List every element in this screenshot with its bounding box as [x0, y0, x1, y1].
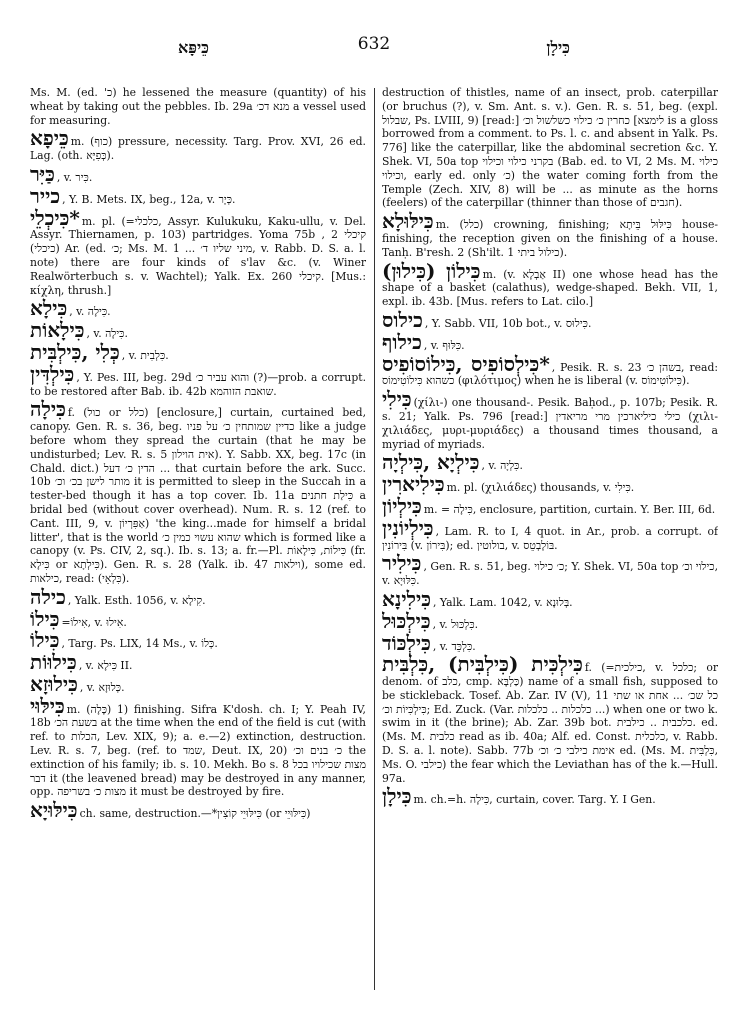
dictionary-entry [382, 551, 718, 588]
entry-definition: m. (כָּלָה) 1) finishing. Sifra K'dosh. ch. I; Y. Peah IV, 18b בשעת הכ׳ at the time when the end of the field is cut (with ref. to הכלות, Lev. XIX, 9); a. e.—2) extinction, destruction. Lev. R. s. 7, beg. (ref. to שמד, Deut. IX, 20) כ׳ בנים וכ׳ the extinction of his family; ib. s. 10. Mekh. Bo s. 8 מצות שכילויו בכל דבר it (the leavened bread) may be destroyed in any manner, opp. מצות כ׳ בשריפה it must be destroyed by fire. [30, 702, 366, 799]
entry-headword: כילוף [382, 329, 422, 354]
entry-definition: , Gen. R. s. 51, beg. כ׳ כילוי; Y. Shek. VI, 50a top כילוי וכ׳, v. כִּלּוּיָא. [382, 560, 718, 588]
entry-headword: כִּילוּוֹת [30, 650, 77, 675]
dictionary-entry [30, 628, 366, 653]
dictionary-entry [30, 397, 366, 585]
right-running-head: כִּילָן [546, 38, 570, 57]
dictionary-entry [382, 86, 718, 210]
left-running-head: כֵּיפָּא [178, 38, 209, 57]
column-rule [374, 88, 375, 990]
entry-headword: כִּילִיר [382, 551, 422, 576]
entry-headword: כִּילוֹן (כִּילוּן) [382, 258, 481, 283]
entry-definition: m. pl. (χιλιάδες) thousands, v. כִּילִי. [446, 481, 635, 495]
dictionary-entry [30, 650, 366, 675]
entry-headword: כַּיִּר [30, 161, 55, 186]
dictionary-entry [382, 784, 718, 809]
dictionary-entry [30, 798, 366, 823]
entry-headword: כִּילוֹ [30, 628, 60, 653]
entry-definition: ch. same, destruction.—*כִּילּוּיֵי קוֹצִין (or כִּילּוּיֵי) [79, 807, 311, 821]
entry-definition: , Targ. Ps. LIX, 14 Ms., v. כְּלוֹ. [61, 637, 218, 651]
entry-headword: כִּילְכִּית (כִּילְבִּית) ,כִּלְבִּית [382, 652, 583, 677]
dictionary-entry [30, 606, 366, 631]
entry-definition: destruction of thistles, name of an insect, prob. caterpillar (or bruchus (?), v. Sm. Ant. s. v.). Gen. R. s. 51, beg. (expl. שבלול, Ps. LVIII, 9) [read:] כחרין כ׳ כילוי כשלשול וכ׳ [לימצא is a gloss borrowed from a comment. to Ps. l. c. and absent in Yalk. Ps. 776] like the caterpillar, like the abdominal secretion &c. Y. Shek. VI, 50a top בקרני כילוי וכילוי (Bab. ed. to VI, 2 Ms. M. כילוי וכילוי, early ed. only כ׳) the water coming forth from the Temple (Zech. XIV, 8) will be ... as minute as the horns (feelers) of the caterpillar (thinner than those of חגבים). [382, 86, 718, 210]
entry-headword: כִּילוּזָא [30, 671, 78, 696]
dictionary-entry [382, 515, 718, 553]
entry-definition: , v. כִּלְכּוּל. [432, 617, 479, 631]
dictionary-page [30, 22, 718, 1002]
entry-headword: כִּילְיָא ,כִּילְיָה [382, 450, 480, 475]
entry-headword: כֵּיפָא [30, 126, 69, 151]
entry-definition: =אִילוֹ, v. אִילוּ. [61, 615, 127, 629]
dictionary-entry [382, 450, 718, 475]
dictionary-entry [30, 318, 366, 343]
dictionary-entry [30, 339, 366, 364]
entry-definition: , v. כִּלְבִית. [121, 348, 169, 362]
entry-definition: , Y. Pes. III, beg. 29d והוא עביר כ׳ (?)—prob. a corrupt. to be restored after Bab. ib. 42b שואבת הזוהמא. [30, 370, 366, 398]
entry-headword: כילוס [382, 307, 423, 332]
entry-definition: , Y. Sabb. VII, 10b bot., v. כִּילוּס. [424, 316, 592, 330]
dictionary-entry [382, 493, 718, 518]
entry-definition: , Y. B. Mets. IX, beg., 12a, v. כְּיָר. [62, 192, 236, 206]
page-number: 632 [357, 34, 391, 54]
dictionary-entry [382, 586, 718, 611]
dictionary-entry [30, 693, 366, 800]
entry-definition: , v. כִּלְכֵּד. [432, 639, 476, 653]
dictionary-entry [30, 671, 366, 696]
entry-headword: כִּילִינָא [382, 586, 431, 611]
entry-definition: , Lam. R. to I, 4 quot. in Ar., prob. a corrupt. of בִּירוֹנִין (v. בִּירוֹן); ed. בולוטין, v. בּוֹלָבְטֵס. [382, 524, 718, 552]
dictionary-entry [30, 361, 366, 399]
dictionary-entry [30, 296, 366, 321]
dictionary-entry [382, 630, 718, 655]
entry-definition: , Yalk. Esth. 1056, v. קִילָא. [67, 593, 206, 607]
dictionary-entry [382, 329, 718, 354]
entry-headword: כִּילוֹ [30, 606, 60, 631]
entry-headword: כִּילְכּוֹד [382, 630, 431, 655]
left-column [30, 86, 366, 998]
dictionary-entry [382, 209, 718, 259]
entry-definition: m. (v. אַבְלָא II) one whose head has the shape of a basket (calathus), wedge-shaped. Bekh. VII, 1, expl. ib. 43b. [Mus. refers to Lat. cilo.] [382, 267, 718, 309]
entry-definition: , Pesik. R. s. 23 בשהן כ׳, read: כשהוא כִּילוֹטִימוֹס (φιλότιμος) when he is liberal (v. כִּילוֹטִימוֹס). [382, 360, 718, 388]
entry-definition: m. pl. (=כלכלי, Assyr. Kulukuku, Kaku-ullu, v. Del. Assyr. Thiernamen, p. 103) partridges. Yoma 75b קיכלי 2 ,(כיכלי) Ar. (ed. כ׳; Ms. M. 1 ... מיני שליו ד׳, v. Rabb. D. S. a. l. note) there are four kinds of s'lav &c. (v. Winer Realwörterbuch s. v. Wachtel); Yalk. Ex. 260 קיכלי. [Mus.: κίχλη, thrush.] [30, 214, 366, 297]
dictionary-entry [30, 86, 366, 127]
entry-headword: כִּילְיוֹן [382, 493, 422, 518]
entry-definition: m. ch.=h. כִּילָה, curtain, cover. Targ. Y. I Gen. [413, 793, 656, 807]
entry-headword: כְּלִי ,כִּילְבִּית [30, 339, 120, 364]
entry-definition: m. (כוף) pressure, necessity. Targ. Prov. XVI, 26 ed. Lag. (oth. כְּפִיָּא). [30, 135, 366, 163]
dictionary-entry [382, 387, 718, 451]
dictionary-entry [382, 258, 718, 309]
page-header [30, 22, 718, 66]
entry-headword: כִּילְדִּין [30, 361, 75, 386]
entry-headword: *כִּילְסוֹפִיס ,כִּילוֹסוֹפִיס [382, 351, 550, 376]
entry-definition: , v. כִּילָה. [69, 305, 111, 319]
dictionary-entry [30, 161, 366, 186]
entry-definition: m. (כלל) crowning, finishing; כִּילּוּל בֵּיתָא house-finishing, the reception given on the finishing of a house. Tanḥ. B'resh. 2 (Sh'ilt. 1 כילול ביתי). [382, 218, 718, 259]
entry-headword: *כִּיכְלֵי [30, 205, 80, 230]
dictionary-entry [382, 472, 718, 497]
entry-headword: כִּילָה [30, 397, 66, 422]
entry-headword: כִּילָן [382, 784, 412, 809]
dictionary-entry [382, 307, 718, 332]
entry-headword: כִּילּוּיָא [30, 798, 78, 823]
entry-definition: Ms. M. (ed. 'כ) he lessened the measure (quantity) of his wheat by taking out the pebbles. Ib. 29a מנא דכ׳ a vessel used for measuring. [30, 86, 366, 127]
entry-definition: f. (=כילכית, v. כלכל; or denom. of כלב, cmp. כַּלְבָּא) name of a small fish, supposed to be stickleback. Tosef. Ab. Zar. IV (V), 11 כל שכ׳ ... אחת או שתי כִּילְכִּיוֹת וכ׳; Ed. Zuck. (Var. כלכלות .. כלכלות ...) when one or two k. swim in it (the brine); Ab. Zar. 39b bot. כלכבית .. כילבית. ed. (Ms. M. כלבית read as ib. 40a; Alf. ed. Const. כלכלית, v. Rabb. D. S. a. l. note). Sabb. 77b אימת כילבי כ׳ וכ׳ ed. (Ms. M. כִּלְבִּית, Ms. O. כילבי) the fear which the Leviathan has of the k.—Hull. 97a. [382, 661, 718, 785]
entry-headword: כִּילָא [30, 296, 68, 321]
dictionary-entry [30, 584, 366, 609]
entry-headword: כילה [30, 584, 66, 609]
dictionary-entry [382, 351, 718, 389]
entry-definition: , v. כִּלְיָה. [481, 459, 523, 473]
dictionary-entry [30, 183, 366, 208]
entry-definition: , Yalk. Lam. 1042, v. בְּלוּנָא. [432, 595, 573, 609]
entry-definition: , v. כִּלּוּף. [423, 338, 465, 352]
entry-definition: , v. כִּיר. [56, 170, 93, 184]
entry-headword: כִּילִי [382, 387, 412, 412]
entry-definition: , v. כְּלוּזָא. [79, 680, 125, 694]
entry-headword: כִּילְכּוּל [382, 608, 431, 633]
entry-headword: כִּילִיארִין [382, 472, 445, 497]
entry-definition: , v. כִּילָא II. [78, 659, 133, 673]
entry-headword: כִּילּוּי [30, 693, 65, 718]
entry-definition: f. (כול or כלל) [enclosure,] curtain, curtained bed, canopy. Gen. R. s. 36, beg. כדיין שמותחין כ׳ על פניו like a judge before whom they spread the curtain (that he may be undisturbed; Lev. R. s. 5 אית הוילון). Y. Sabb. XX, beg. 17c (in Chald. dict.) הדין כ׳ דעל ... that curtain before the ark. Succ. 10b מותר לישן בכ׳ וכ׳ it is permitted to sleep in the Succah in a tester-bed though it has a top cover. Ib. 11a כִּילַת חתנים a bridal bed (without cover overhead). Num. R. s. 12 (ref. to Cant. III, 9, v. אַפִּרְיוֹן) 'the king...made for himself a bridal litter', that is the world שהוא עשוי כמין כ׳ which is formed like a canopy (v. Ps. CIV, 2, sq.). Ib. s. 13; a. fr.—Pl. כִּילוֹת, כִּילָאוֹת (fr. כִּילָא or כִּילְתָא). Gen. R. s. 28 (Yalk. ib. 47 וילאות), some ed. כילאות, read: (כִּלְאֵי). [30, 406, 366, 585]
entry-definition: , v. כִּילָה. [86, 327, 128, 341]
entry-headword: כייר [30, 183, 61, 208]
dictionary-entry [30, 205, 366, 298]
right-column [382, 86, 718, 998]
entry-definition: (χίλι-) one thousand-. Pesik. Baḥod., p. 107b; Pesik. R. s. 21; Yalk. Ps. 796 [read:] כילי כיליארכין מרי מריאדין (χιλι-χιλιάδες, μυρι-μυριάδες) a thousand times thousand, a myriad of myriads. [382, 396, 718, 451]
entry-headword: כִּילּוּלָא [382, 209, 434, 234]
dictionary-entry [30, 126, 366, 163]
entry-headword: כִּילָאוֹת [30, 318, 85, 343]
dictionary-entry [382, 652, 718, 785]
columns [30, 86, 718, 998]
entry-headword: כִּילְיוֹנִין [382, 515, 434, 540]
dictionary-entry [382, 608, 718, 633]
entry-definition: m. = כִּילָה, enclosure, partition, curtain. Y. Ber. III, 6d. [423, 502, 716, 516]
